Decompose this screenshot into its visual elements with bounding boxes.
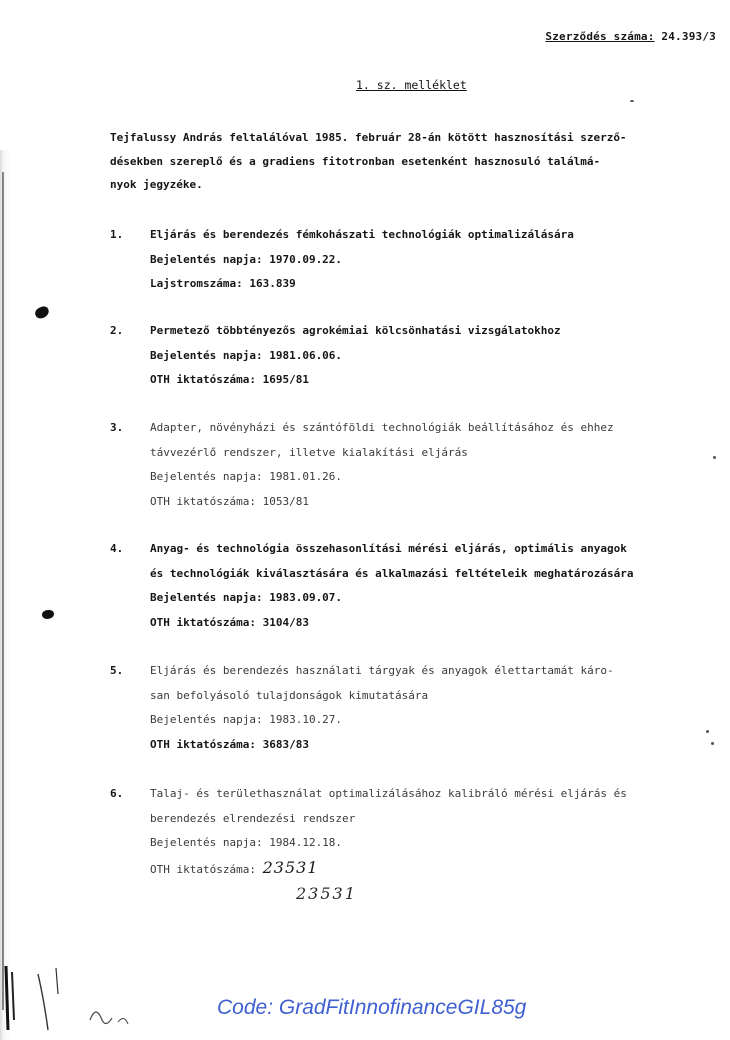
contract-number-value: 24.393/3 (661, 30, 716, 43)
item-number: 1. (110, 228, 124, 241)
list-item (110, 416, 730, 514)
item-title-continued: berendezés elrendezési rendszer (150, 811, 356, 825)
item-filing-date: Bejelentés napja: 1984.12.18. (150, 836, 343, 849)
intro-line: désekben szereplő és a gradiens fitotronban esetenként hasznosuló találmá- (110, 154, 601, 168)
item-file-number: OTH iktatószáma: 1695/81 (150, 373, 309, 386)
list-item (110, 223, 730, 297)
intro-paragraph (110, 126, 730, 197)
item-number: 4. (110, 542, 124, 555)
item-filing-date: Bejelentés napja: 1983.10.27. (150, 713, 343, 726)
item-file-number: OTH iktatószáma: 3683/83 (150, 737, 309, 751)
intro-line: nyok jegyzéke. (110, 178, 203, 191)
item-title: Permetező többtényezős agrokémiai kölcsönhatási vizsgálatokhoz (150, 324, 561, 337)
contract-number (545, 30, 716, 43)
punch-hole-mark (34, 305, 51, 320)
item-file-number: OTH iktatószáma: 3104/83 (150, 615, 309, 629)
item-file-number (150, 856, 730, 883)
item-file-number: OTH iktatószáma: 1053/81 (150, 494, 309, 508)
item-file-number-label: OTH iktatószáma: (150, 862, 256, 876)
item-filing-date: Bejelentés napja: 1970.09.22. (150, 252, 343, 266)
item-number: 6. (110, 787, 124, 800)
item-title-continued: san befolyásoló tulajdonságok kimutatására (150, 688, 429, 702)
punch-hole-mark (42, 610, 54, 619)
scan-speck (711, 742, 714, 745)
item-filing-date: Bejelentés napja: 1983.09.07. (150, 591, 343, 604)
item-filing-date: Bejelentés napja: 1981.06.06. (150, 348, 343, 362)
handwritten-scribble (0, 960, 160, 1040)
list-item (110, 782, 730, 882)
item-number: 5. (110, 664, 124, 677)
item-title-continued: és technológiák kiválasztására és alkalmazási feltételeik meghatározására (150, 566, 634, 580)
list-item (110, 319, 730, 393)
scan-edge-line (2, 172, 4, 1010)
list-item (110, 537, 730, 635)
footer-code: Code: GradFitInnofinanceGIL85g (217, 996, 527, 1019)
intro-line: Tejfalussy András feltalálóval 1985. február 28-án kötött hasznosítási szerző- (110, 131, 627, 144)
item-title: Talaj- és területhasználat optimalizálásához kalibráló mérési eljárás és (150, 787, 627, 800)
annex-title: 1. sz. melléklet (356, 78, 467, 92)
item-title: Eljárás és berendezés fémkohászati technológiák optimalizálására (150, 228, 574, 241)
scan-speck (713, 456, 716, 459)
item-number: 2. (110, 324, 124, 337)
scan-speck (706, 730, 709, 733)
contract-number-label: Szerződés száma: (545, 30, 655, 43)
handwritten-file-number-repeat: 23531 (296, 884, 357, 903)
list-item (110, 659, 730, 757)
scan-speck (630, 100, 634, 102)
item-title: Eljárás és berendezés használati tárgyak és anyagok élettartamát káro- (150, 664, 614, 677)
item-title-continued: távvezérlő rendszer, illetve kialakítási eljárás (150, 445, 468, 459)
handwritten-file-number: 23531 (262, 857, 319, 877)
item-title: Anyag- és technológia összehasonlítási mérési eljárás, optimális anyagok (150, 542, 627, 555)
item-title: Adapter, növényházi és szántóföldi technológiák beállításához és ehhez (150, 421, 614, 434)
item-registration-number: Lajstromszáma: 163.839 (150, 277, 296, 290)
item-number: 3. (110, 421, 124, 434)
item-filing-date: Bejelentés napja: 1981.01.26. (150, 470, 343, 483)
